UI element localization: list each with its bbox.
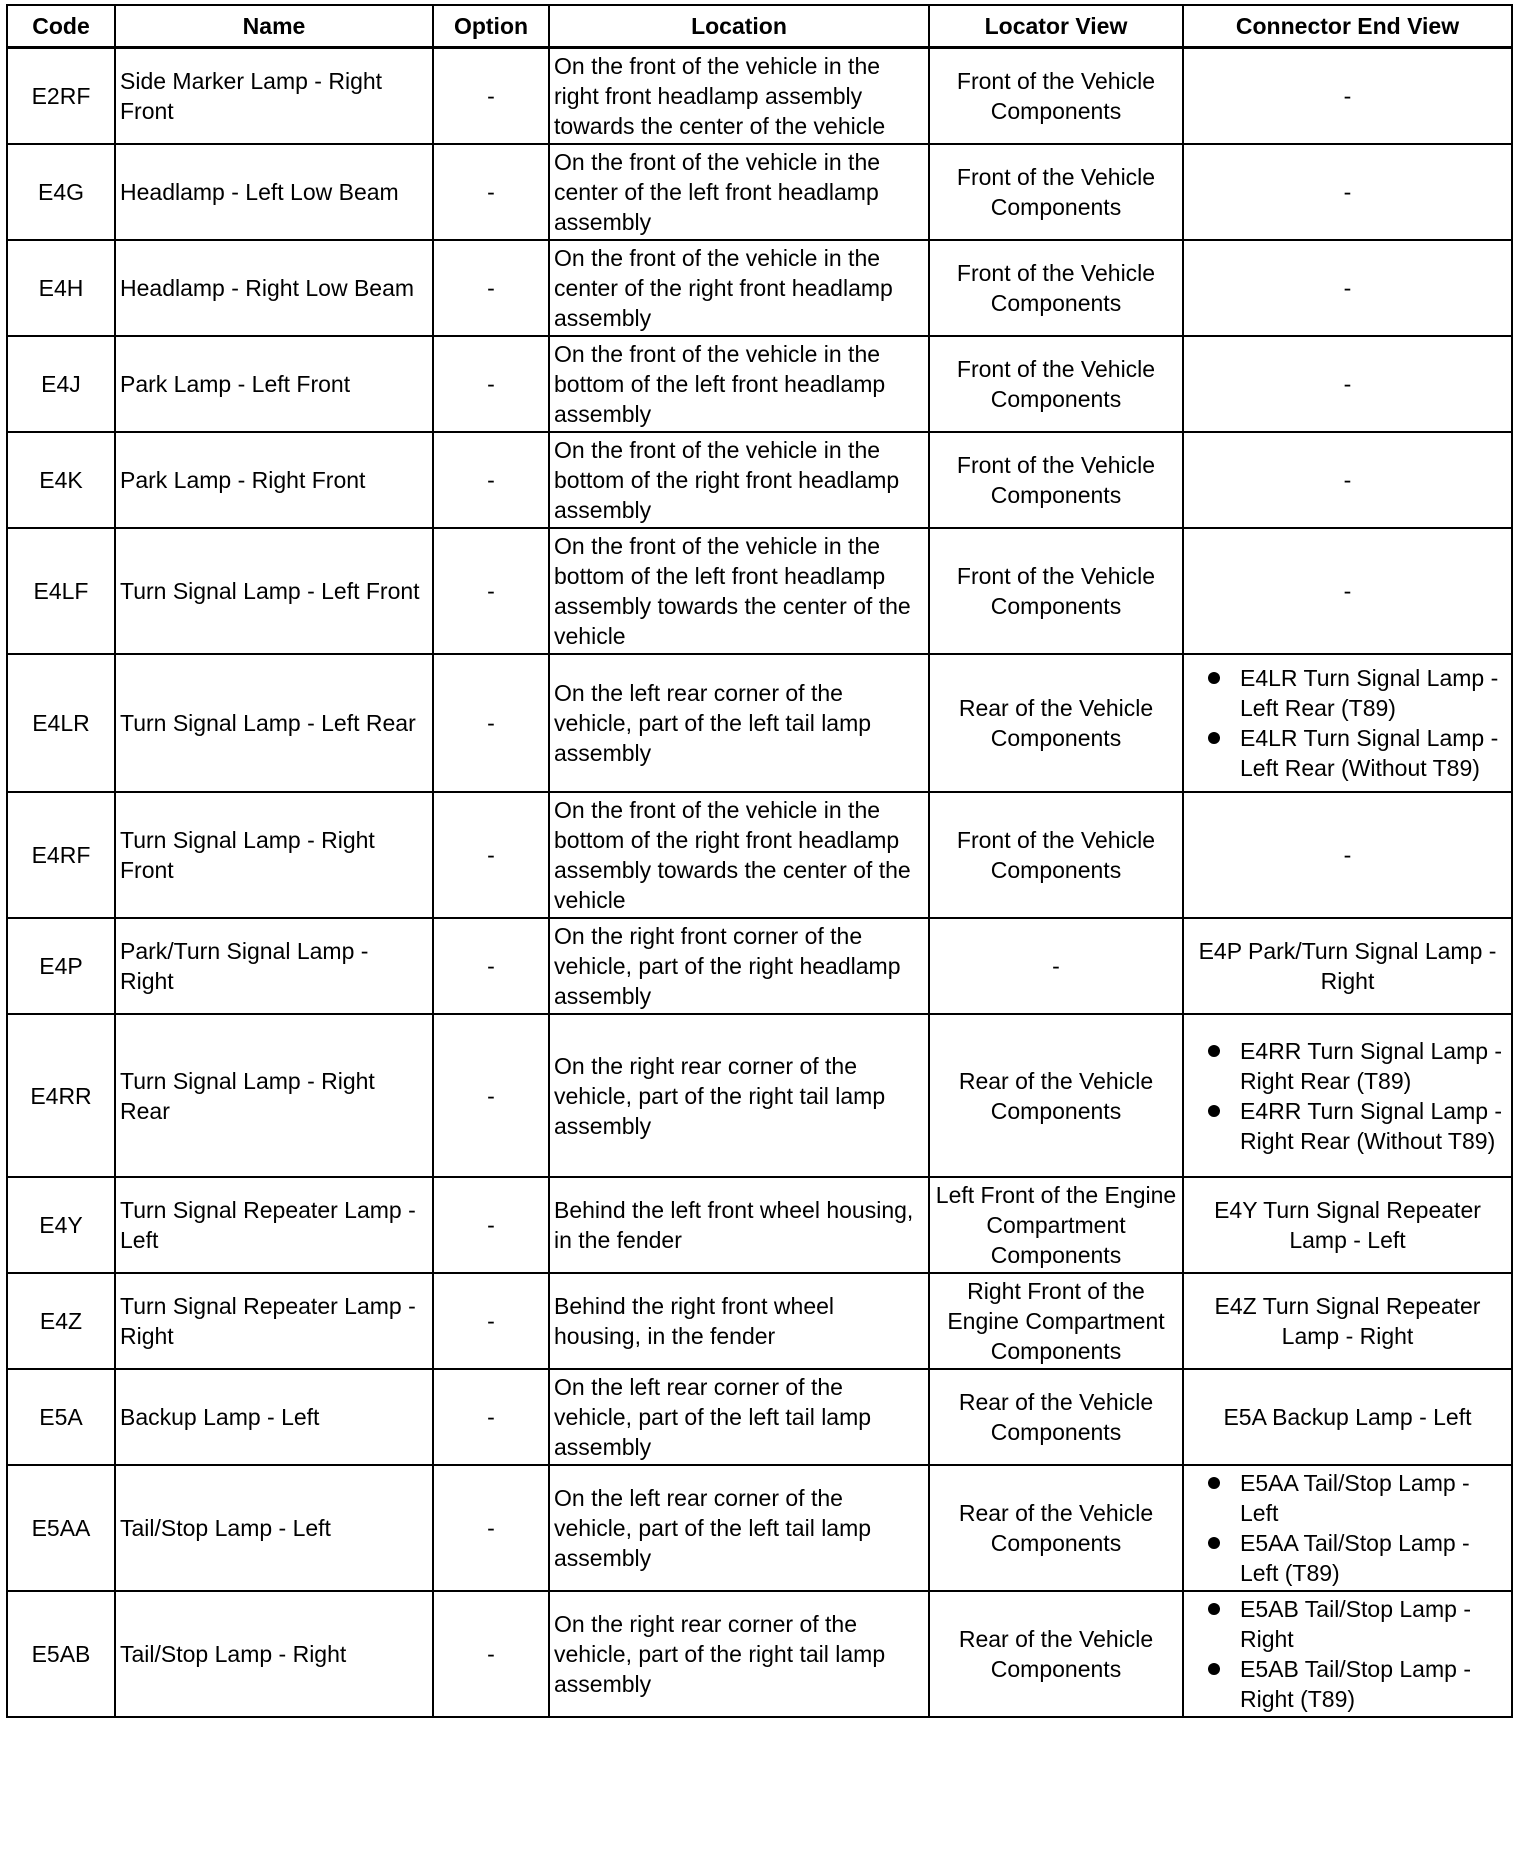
connector-text: E5AB Tail/Stop Lamp - Right (T89): [1240, 1656, 1471, 1712]
connector-list: [1188, 1594, 1507, 1714]
connector-text: -: [1343, 467, 1352, 493]
code-cell: E5A: [7, 1369, 115, 1465]
location-cell: Behind the left front wheel housing, in the fender: [549, 1177, 929, 1273]
location-cell: On the left rear corner of the vehicle, part of the left tail lamp assembly: [549, 1465, 929, 1591]
code-cell: E4K: [7, 432, 115, 528]
option-cell: -: [433, 240, 549, 336]
locator-view-cell: Front of the Vehicle Components: [929, 336, 1183, 432]
connector-list-item: [1188, 1468, 1507, 1528]
name-cell: Side Marker Lamp - Right Front: [115, 48, 433, 145]
option-cell: -: [433, 1369, 549, 1465]
name-cell: Turn Signal Lamp - Right Rear: [115, 1014, 433, 1177]
code-cell: E4Z: [7, 1273, 115, 1369]
locator-view-cell: Rear of the Vehicle Components: [929, 1369, 1183, 1465]
connector-list: [1188, 1468, 1507, 1588]
connector-text: E4Y Turn Signal Repeater Lamp - Left: [1214, 1197, 1481, 1253]
name-cell: Headlamp - Left Low Beam: [115, 144, 433, 240]
table-row: [7, 1177, 1512, 1273]
table-row: [7, 1273, 1512, 1369]
connector-end-view-cell: [1183, 654, 1512, 792]
code-cell: E5AB: [7, 1591, 115, 1717]
locator-view-cell: Front of the Vehicle Components: [929, 48, 1183, 145]
connector-end-view-cell: [1183, 336, 1512, 432]
connector-text: E5AA Tail/Stop Lamp - Left (T89): [1240, 1530, 1470, 1586]
connector-list-item: [1188, 1528, 1507, 1588]
table-row: [7, 918, 1512, 1014]
option-cell: -: [433, 1177, 549, 1273]
connector-list-item: [1188, 663, 1507, 723]
code-cell: E4Y: [7, 1177, 115, 1273]
connector-end-view-cell: [1183, 918, 1512, 1014]
table-row: [7, 432, 1512, 528]
connector-end-view-cell: [1183, 1273, 1512, 1369]
option-cell: -: [433, 1014, 549, 1177]
name-cell: Tail/Stop Lamp - Left: [115, 1465, 433, 1591]
table-row: [7, 240, 1512, 336]
location-cell: On the right rear corner of the vehicle, part of the right tail lamp assembly: [549, 1014, 929, 1177]
connector-end-view-cell: [1183, 240, 1512, 336]
connector-list: [1188, 663, 1507, 783]
locator-view-cell: Front of the Vehicle Components: [929, 240, 1183, 336]
connector-end-view-cell: [1183, 1014, 1512, 1177]
name-cell: Backup Lamp - Left: [115, 1369, 433, 1465]
locator-view-cell: Right Front of the Engine Compartment Components: [929, 1273, 1183, 1369]
location-cell: Behind the right front wheel housing, in the fender: [549, 1273, 929, 1369]
table-row: [7, 1369, 1512, 1465]
option-cell: -: [433, 654, 549, 792]
code-cell: E4LF: [7, 528, 115, 654]
connector-list-item: [1188, 1096, 1507, 1156]
connector-end-view-cell: [1183, 1177, 1512, 1273]
table-row: [7, 144, 1512, 240]
connector-end-view-cell: [1183, 144, 1512, 240]
connector-text: E4P Park/Turn Signal Lamp - Right: [1198, 938, 1497, 994]
connector-text: -: [1343, 83, 1352, 109]
code-cell: E4H: [7, 240, 115, 336]
connector-text: E5AA Tail/Stop Lamp - Left: [1240, 1470, 1470, 1526]
locator-view-cell: Rear of the Vehicle Components: [929, 1591, 1183, 1717]
name-cell: Park Lamp - Right Front: [115, 432, 433, 528]
connector-text: E4RR Turn Signal Lamp - Right Rear (Without T89): [1240, 1097, 1503, 1154]
connector-list-item: [1188, 1036, 1507, 1096]
connector-text: -: [1343, 371, 1352, 397]
option-cell: -: [433, 336, 549, 432]
location-cell: On the front of the vehicle in the center of the right front headlamp assembly: [549, 240, 929, 336]
locator-view-cell: Rear of the Vehicle Components: [929, 1014, 1183, 1177]
connector-text: E4RR Turn Signal Lamp - Right Rear (T89): [1240, 1037, 1503, 1094]
location-cell: On the front of the vehicle in the bottom of the left front headlamp assembly: [549, 336, 929, 432]
header-locator-view: Locator View: [929, 5, 1183, 48]
option-cell: -: [433, 1273, 549, 1369]
bullet-icon: [1208, 1537, 1220, 1549]
connector-end-view-cell: [1183, 48, 1512, 145]
location-cell: On the front of the vehicle in the bottom of the right front headlamp assembly towards the center of the vehicle: [549, 792, 929, 918]
table-row: [7, 48, 1512, 145]
locator-view-cell: Front of the Vehicle Components: [929, 792, 1183, 918]
location-cell: On the right front corner of the vehicle, part of the right headlamp assembly: [549, 918, 929, 1014]
location-cell: On the right rear corner of the vehicle, part of the right tail lamp assembly: [549, 1591, 929, 1717]
connector-text: -: [1343, 578, 1352, 604]
connector-list: [1188, 1036, 1507, 1156]
locator-view-cell: Left Front of the Engine Compartment Components: [929, 1177, 1183, 1273]
code-cell: E4LR: [7, 654, 115, 792]
name-cell: Tail/Stop Lamp - Right: [115, 1591, 433, 1717]
code-cell: E4J: [7, 336, 115, 432]
header-code: Code: [7, 5, 115, 48]
bullet-icon: [1208, 1603, 1220, 1615]
table-header: [7, 5, 1512, 48]
locator-view-cell: Front of the Vehicle Components: [929, 528, 1183, 654]
code-cell: E4P: [7, 918, 115, 1014]
locator-view-cell: Rear of the Vehicle Components: [929, 654, 1183, 792]
name-cell: Turn Signal Repeater Lamp - Left: [115, 1177, 433, 1273]
locator-view-cell: Front of the Vehicle Components: [929, 432, 1183, 528]
table-body: [7, 48, 1512, 1718]
locator-view-cell: Rear of the Vehicle Components: [929, 1465, 1183, 1591]
location-cell: On the front of the vehicle in the center of the left front headlamp assembly: [549, 144, 929, 240]
option-cell: -: [433, 48, 549, 145]
connector-end-view-cell: [1183, 792, 1512, 918]
name-cell: Turn Signal Lamp - Left Rear: [115, 654, 433, 792]
option-cell: -: [433, 1591, 549, 1717]
location-cell: On the left rear corner of the vehicle, part of the left tail lamp assembly: [549, 654, 929, 792]
table-row: [7, 1591, 1512, 1717]
connector-end-view-cell: [1183, 432, 1512, 528]
option-cell: -: [433, 144, 549, 240]
bullet-icon: [1208, 1477, 1220, 1489]
connector-text: E4LR Turn Signal Lamp - Left Rear (T89): [1240, 665, 1499, 721]
header-name: Name: [115, 5, 433, 48]
header-location: Location: [549, 5, 929, 48]
code-cell: E4G: [7, 144, 115, 240]
connector-end-view-cell: [1183, 528, 1512, 654]
bullet-icon: [1208, 732, 1220, 744]
name-cell: Turn Signal Lamp - Left Front: [115, 528, 433, 654]
bullet-icon: [1208, 1045, 1220, 1057]
connector-text: E5AB Tail/Stop Lamp - Right: [1240, 1596, 1471, 1652]
option-cell: -: [433, 918, 549, 1014]
connector-text: E4LR Turn Signal Lamp - Left Rear (Without T89): [1240, 725, 1499, 781]
option-cell: -: [433, 528, 549, 654]
connector-text: -: [1343, 275, 1352, 301]
option-cell: -: [433, 432, 549, 528]
connector-end-view-cell: [1183, 1591, 1512, 1717]
table-row: [7, 336, 1512, 432]
table-row: [7, 1465, 1512, 1591]
connector-text: -: [1343, 179, 1352, 205]
connector-text: E5A Backup Lamp - Left: [1223, 1404, 1472, 1430]
location-cell: On the front of the vehicle in the right front headlamp assembly towards the center of the vehicle: [549, 48, 929, 145]
locator-view-cell: -: [929, 918, 1183, 1014]
bullet-icon: [1208, 1663, 1220, 1675]
table-row: [7, 528, 1512, 654]
name-cell: Turn Signal Lamp - Right Front: [115, 792, 433, 918]
connector-text: E4Z Turn Signal Repeater Lamp - Right: [1214, 1293, 1481, 1349]
header-option: Option: [433, 5, 549, 48]
header-connector-end-view: Connector End View: [1183, 5, 1512, 48]
connector-text: -: [1343, 842, 1352, 868]
option-cell: -: [433, 1465, 549, 1591]
connector-end-view-cell: [1183, 1369, 1512, 1465]
name-cell: Park/Turn Signal Lamp - Right: [115, 918, 433, 1014]
name-cell: Headlamp - Right Low Beam: [115, 240, 433, 336]
code-cell: E4RR: [7, 1014, 115, 1177]
connector-list-item: [1188, 1594, 1507, 1654]
bullet-icon: [1208, 672, 1220, 684]
table-row: [7, 654, 1512, 792]
connector-table: [6, 4, 1513, 1718]
code-cell: E2RF: [7, 48, 115, 145]
locator-view-cell: Front of the Vehicle Components: [929, 144, 1183, 240]
name-cell: Park Lamp - Left Front: [115, 336, 433, 432]
code-cell: E5AA: [7, 1465, 115, 1591]
code-cell: E4RF: [7, 792, 115, 918]
table-row: [7, 1014, 1512, 1177]
connector-end-view-cell: [1183, 1465, 1512, 1591]
connector-list-item: [1188, 723, 1507, 783]
name-cell: Turn Signal Repeater Lamp - Right: [115, 1273, 433, 1369]
header-row: [7, 5, 1512, 48]
connector-list-item: [1188, 1654, 1507, 1714]
location-cell: On the front of the vehicle in the bottom of the right front headlamp assembly: [549, 432, 929, 528]
bullet-icon: [1208, 1105, 1220, 1117]
location-cell: On the front of the vehicle in the bottom of the left front headlamp assembly towards the center of the vehicle: [549, 528, 929, 654]
connector-list-document: [6, 4, 1513, 1718]
table-row: [7, 792, 1512, 918]
option-cell: -: [433, 792, 549, 918]
location-cell: On the left rear corner of the vehicle, part of the left tail lamp assembly: [549, 1369, 929, 1465]
